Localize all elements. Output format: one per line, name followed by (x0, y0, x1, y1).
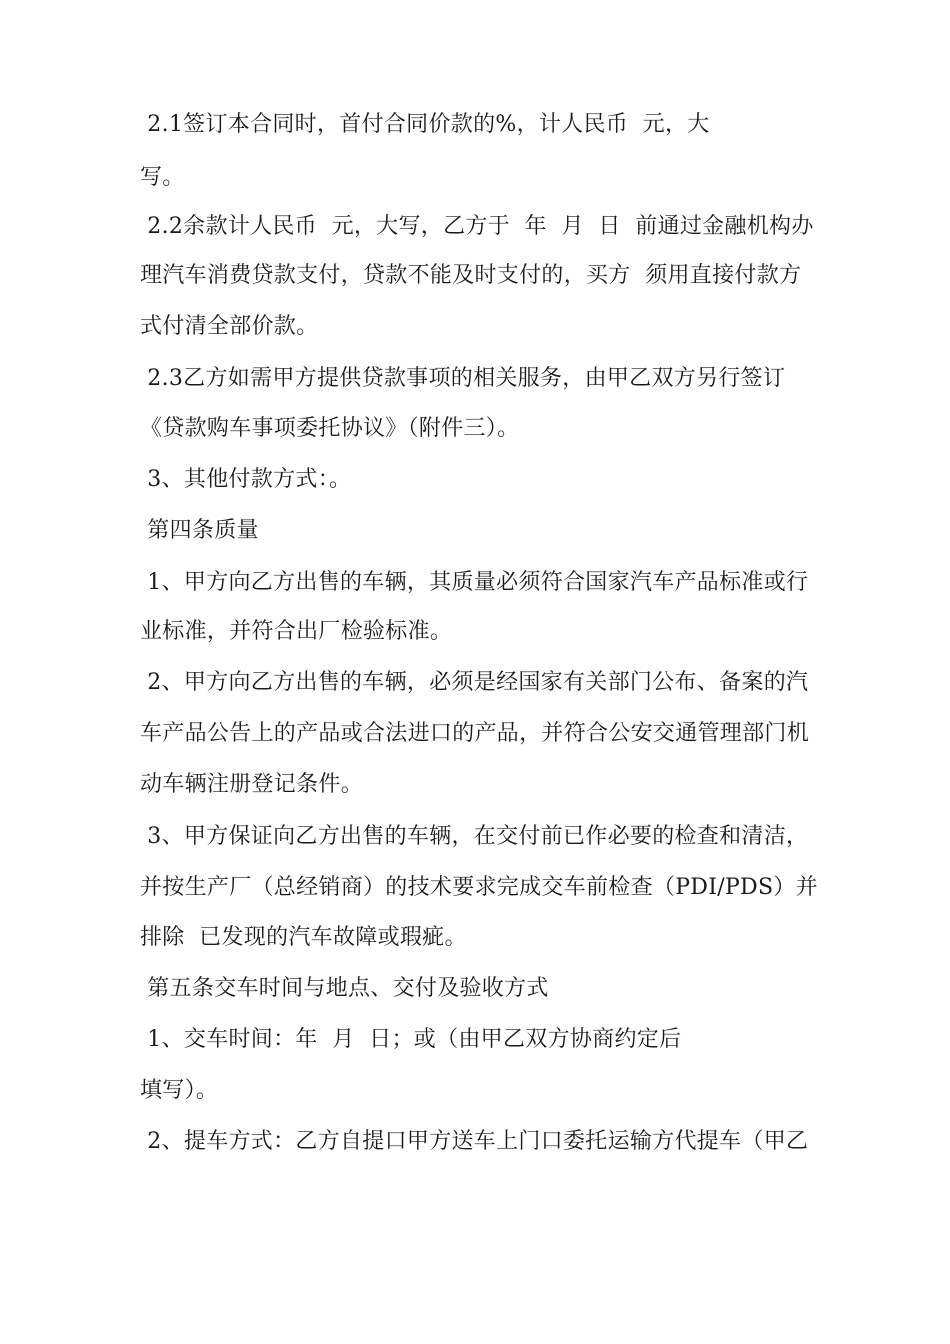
text-line: 理汽车消费贷款支付，贷款不能及时支付的，买方 须用直接付款方 (140, 263, 802, 288)
section-heading: 第五条交车时间与地点、交付及验收方式 (140, 976, 549, 1001)
text-line: 动车辆注册登记条件。 (140, 772, 364, 797)
text-line: 2.3乙方如需甲方提供贷款事项的相关服务，由甲乙双方另行签订 (140, 366, 786, 391)
text-line: 写。 (140, 165, 185, 190)
text-line: 并按生产厂（总经销商）的技术要求完成交车前检查（PDI/PDS）并 (140, 875, 818, 900)
text-line: 2.2余款计人民币 元，大写，乙方于 年 月 日 前通过金融机构办 (140, 214, 814, 239)
text-line: 排除 已发现的汽车故障或瑕疵。 (140, 925, 467, 950)
text-line: 2、甲方向乙方出售的车辆，必须是经国家有关部门公布、备案的汽 (140, 670, 809, 695)
text-line: 1、交车时间：年 月 日；或（由甲乙双方协商约定后 (140, 1027, 682, 1052)
text-line: 式付清全部价款。 (140, 314, 319, 339)
text-line: 3、其他付款方式：。 (140, 467, 352, 492)
text-line: 3、甲方保证向乙方出售的车辆，在交付前已作必要的检查和清洁， (140, 824, 809, 849)
text-line: 业标准，并符合出厂检验标准。 (140, 619, 453, 644)
text-line: 车产品公告上的产品或合法进口的产品，并符合公安交通管理部门机 (140, 721, 810, 746)
text-line: 2.1签订本合同时，首付合同价款的%，计人民币 元，大 (140, 112, 710, 137)
text-line: 填写）。 (140, 1078, 219, 1103)
text-line: 2、提车方式：乙方自提口甲方送车上门口委托运输方代提车（甲乙 (140, 1129, 809, 1154)
text-line: 1、甲方向乙方出售的车辆，其质量必须符合国家汽车产品标准或行 (140, 570, 809, 595)
section-heading: 第四条质量 (140, 518, 259, 543)
text-line: 《贷款购车事项委托协议》（附件三）。 (140, 416, 520, 441)
